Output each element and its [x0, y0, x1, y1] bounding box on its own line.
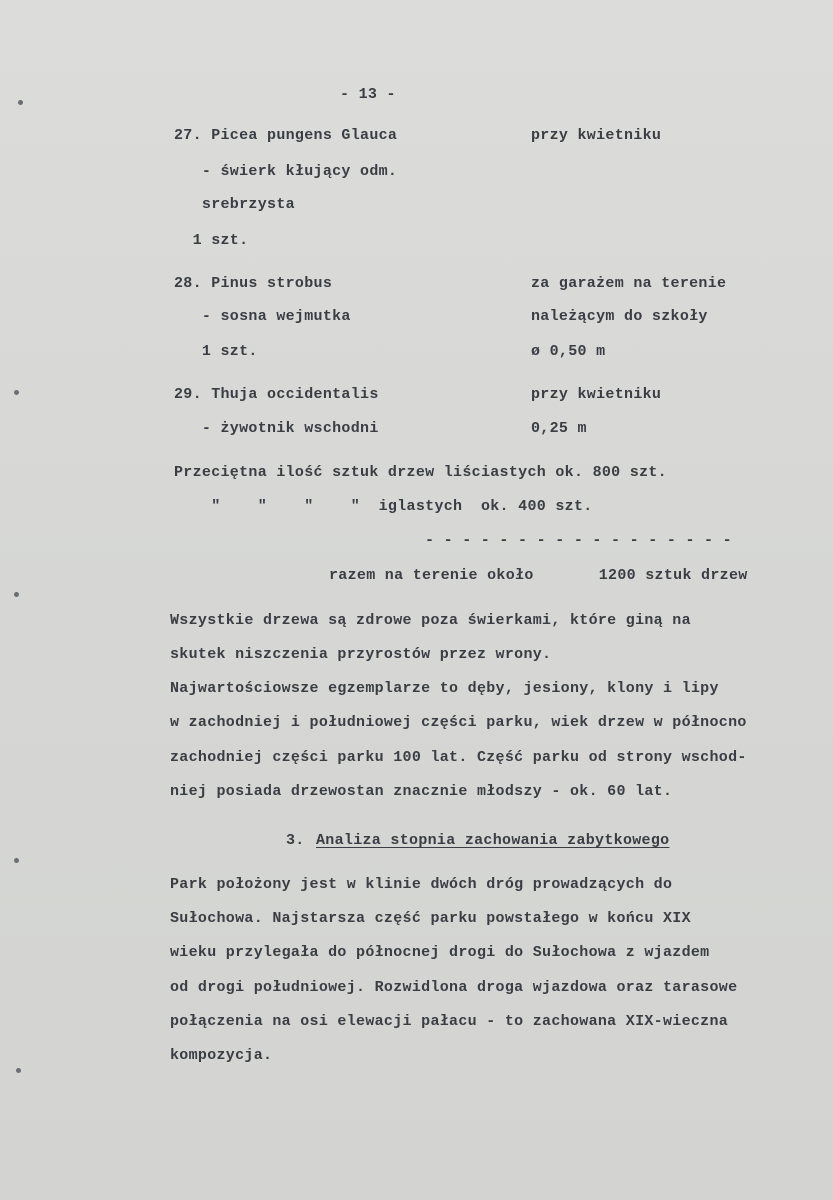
species-29-location: przy kwietniku — [531, 386, 662, 403]
section-number: 3. — [286, 832, 305, 849]
species-29-line-2: - żywotnik wschodni — [174, 420, 379, 437]
paragraph-1-line-1: Wszystkie drzewa są zdrowe poza świerkami, które giną na — [170, 612, 691, 629]
species-28-line-3: 1 szt. — [174, 343, 258, 360]
species-29-line-1: 29. Thuja occidentalis — [174, 386, 379, 403]
summary-coniferous: " " " " iglastych ok. 400 szt. — [174, 498, 593, 515]
punch-hole — [18, 100, 23, 105]
paragraph-2-line-4: od drogi południowej. Rozwidlona droga wjazdowa oraz tarasowe — [170, 979, 738, 996]
paragraph-1-line-5: zachodniej części parku 100 lat. Część parku od strony wschod- — [170, 749, 747, 766]
species-28-line-1: 28. Pinus strobus — [174, 275, 333, 292]
summary-divider: - - - - - - - - - - - - - - - - - — [425, 532, 732, 549]
paragraph-2-line-6: kompozycja. — [170, 1047, 273, 1064]
species-27-location: przy kwietniku — [531, 127, 662, 144]
species-27-line-3: srebrzysta — [174, 196, 295, 213]
species-27-line-1: 27. Picea pungens Glauca — [174, 127, 398, 144]
paragraph-1-line-3: Najwartościowsze egzemplarze to dęby, jesiony, klony i lipy — [170, 680, 719, 697]
page-number: - 13 - — [340, 86, 396, 103]
punch-hole — [14, 858, 19, 863]
paragraph-2-line-3: wieku przylegała do północnej drogi do Sułochowa z wjazdem — [170, 944, 710, 961]
species-28-location-2: należącym do szkoły — [531, 308, 708, 325]
species-27-line-2: - świerk kłujący odm. — [174, 163, 398, 180]
paragraph-2-line-2: Sułochowa. Najstarsza część parku powstałego w końcu XIX — [170, 910, 691, 927]
paragraph-1-line-4: w zachodniej i południowej części parku, wiek drzew w północno — [170, 714, 747, 731]
paragraph-1-line-6: niej posiada drzewostan znacznie młodszy - ok. 60 lat. — [170, 783, 673, 800]
summary-deciduous: Przeciętna ilość sztuk drzew liściastych ok. 800 szt. — [174, 464, 667, 481]
summary-total: razem na terenie około 1200 sztuk drzew — [329, 567, 748, 584]
paragraph-2-line-5: połączenia na osi elewacji pałacu - to zachowana XIX-wieczna — [170, 1013, 729, 1030]
species-28-location-1: za garażem na terenie — [531, 275, 727, 292]
punch-hole — [14, 390, 19, 395]
section-title: Analiza stopnia zachowania zabytkowego — [316, 832, 670, 849]
species-28-diameter: ø 0,50 m — [531, 343, 606, 360]
species-28-line-2: - sosna wejmutka — [174, 308, 351, 325]
paragraph-2-line-1: Park położony jest w klinie dwóch dróg prowadzących do — [170, 876, 673, 893]
species-27-line-4: 1 szt. — [174, 232, 249, 249]
paragraph-1-line-2: skutek niszczenia przyrostów przez wrony. — [170, 646, 552, 663]
punch-hole — [16, 1068, 21, 1073]
species-29-diameter: 0,25 m — [531, 420, 587, 437]
punch-hole — [14, 592, 19, 597]
